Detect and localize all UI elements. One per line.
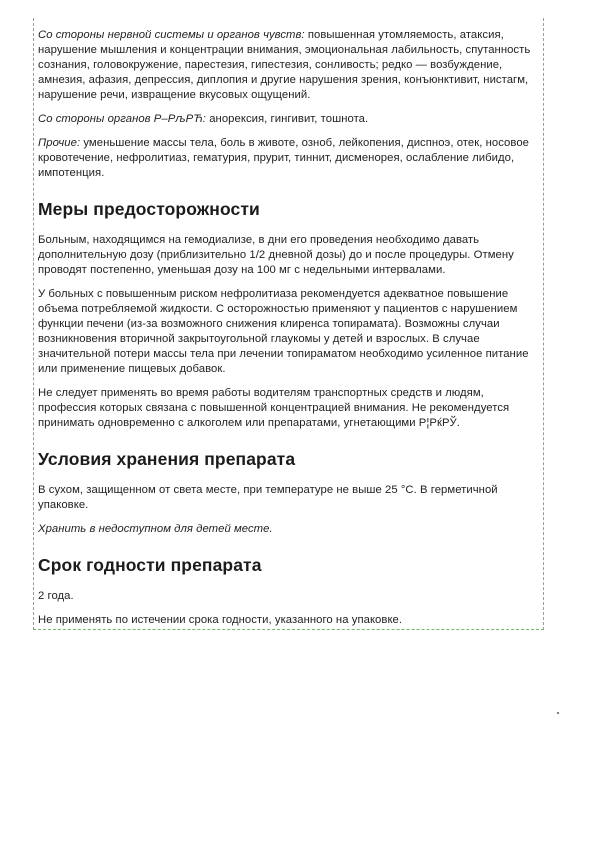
side-effects-digestive	[38, 112, 543, 127]
nervous-label: Со стороны нервной системы и органов чувств:	[38, 29, 305, 41]
side-effects-other	[38, 136, 543, 181]
side-effects-nervous	[38, 28, 543, 103]
shelf-life-paragraph-1: 2 года.	[38, 590, 74, 602]
page-dot-mark	[557, 712, 559, 714]
storage-paragraph-1: В сухом, защищенном от света месте, при температуре не выше 25 °C. В герметичной упаковке.	[38, 484, 498, 511]
shelf-life-paragraph-2: Не применять по истечении срока годности, указанного на упаковке.	[38, 614, 403, 626]
precautions-paragraph-2: У больных с повышенным риском нефролитиаза рекомендуется адекватное повышение объема потребляемой жидкости. С осторожностью применяют у пациентов с нарушением функции печени (из-за возможного снижения клиренса топирамата). Возможны случаи возникновения вторичной закрытоугольной глаукомы у детей и взрослых. В случае значительной потери массы тела при лечении топираматом необходимо усиленное питание или применение пищевых добавок.	[38, 288, 529, 375]
nervous-text: повышенная утомляемость, атаксия, нарушение мышления и концентрации внимания, эмоциональная лабильность, спутанность сознания, головокружение, парестезия, гипестезия, сонливость; редко — возбуждение, амнезия, афазия, депрессия, диплопия и другие нарушения зрения, конъюнктивит, нистагм, нарушение речи, извращение вкусовых ощущений.	[38, 29, 531, 101]
storage-paragraph-2: Хранить в недоступном для детей месте.	[38, 523, 273, 535]
other-label: Прочие:	[38, 137, 81, 149]
document-body	[38, 28, 543, 637]
shelf-life-heading: Срок годности препарата	[38, 555, 262, 575]
precautions-paragraph-1: Больным, находящимся на гемодиализе, в дни его проведения необходимо давать дополнительную дозу (приблизительно 1/2 дневной дозы) до и после процедуры. Отмену проводят постепенно, уменьшая дозу на 100 мг с недельными интервалами.	[38, 234, 514, 276]
other-text: уменьшение массы тела, боль в животе, озноб, лейкопения, диспноэ, отек, носовое кровотечение, нефролитиаз, гематурия, прурит, тиннит, дисменорея, ослабление либидо, импотенция.	[38, 137, 529, 179]
precautions-paragraph-3: Не следует применять во время работы водителям транспортных средств и людям, профессия которых связана с повышенной концентрацией внимания. Не рекомендуется принимать одновременно с алкоголем или препаратами, угнетающими Р¦РќРЎ.	[38, 387, 510, 429]
digestive-label: Со стороны органов Р–РљРЋ:	[38, 113, 207, 125]
precautions-heading: Меры предосторожности	[38, 199, 260, 219]
digestive-text: анорексия, гингивит, тошнота.	[206, 113, 369, 125]
storage-heading: Условия хранения препарата	[38, 449, 296, 469]
